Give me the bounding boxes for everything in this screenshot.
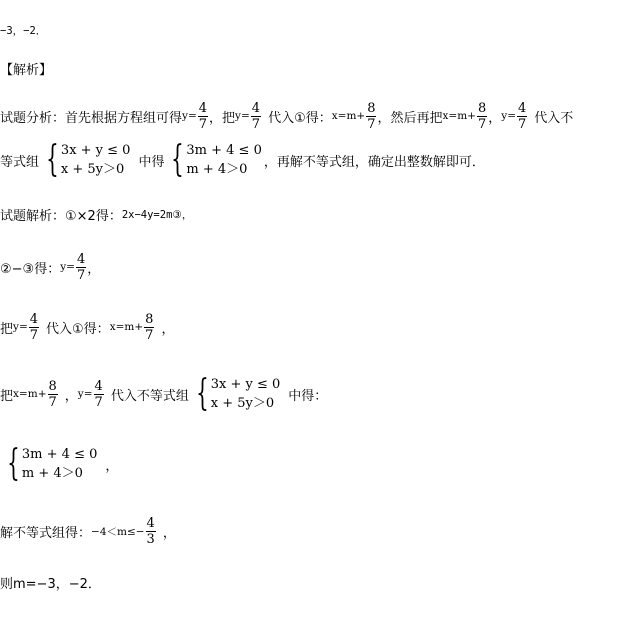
frac-den: 7 <box>518 116 527 132</box>
step4-sub: 代入不等式组 <box>110 388 189 404</box>
frac-num: 8 <box>367 100 376 116</box>
analysis-y-eq3: y= <box>501 110 517 122</box>
step6-end: ， <box>162 525 176 541</box>
solution-step-1 <box>0 204 192 224</box>
solution-final <box>0 572 101 592</box>
fraction-8-7 <box>48 379 58 410</box>
fraction-4-7 <box>517 101 527 132</box>
frac-den: 7 <box>145 327 154 343</box>
step2-label: ②−③得： <box>0 261 61 277</box>
step3-end: ， <box>161 321 175 337</box>
frac-num: 8 <box>477 100 487 116</box>
frac-den: 7 <box>76 267 86 283</box>
step4-x: x=m+ <box>13 388 47 400</box>
analysis-lead: 试题分析：首先根据方程组可得 <box>0 110 183 126</box>
step1-eq: 2x−4y=2m③， <box>121 208 193 221</box>
inequality-system-m <box>166 141 261 179</box>
system-row: 3x + y ≤ 0 <box>210 377 281 392</box>
analysis-line2-lead: 等式组 <box>0 154 40 170</box>
frac-num: 8 <box>145 311 154 327</box>
system-row: 3m + 4 ≤ 0 <box>21 447 98 462</box>
system-row: x + 5y＞0 <box>210 396 275 411</box>
fraction-4-7 <box>29 312 39 343</box>
left-brace-icon: { <box>171 139 185 180</box>
frac-den: 7 <box>367 116 376 132</box>
inequality-system-xy <box>191 375 280 413</box>
analysis-sub-ineq: 代入不 <box>534 110 574 126</box>
frac-den: 7 <box>251 116 261 132</box>
fraction-4-7 <box>251 101 261 132</box>
step1-label: 试题解析：①×2得： <box>0 208 122 224</box>
frac-num: 4 <box>94 378 103 394</box>
step6-label: 解不等式组得： <box>0 525 92 541</box>
step4-y: y= <box>77 388 93 400</box>
fraction-4-7 <box>94 379 104 410</box>
frac-den: 7 <box>29 327 39 343</box>
step4-label: 把 <box>0 388 14 404</box>
analysis-tail: ，再解不等式组，确定出整数解即可． <box>263 154 485 170</box>
step3-label: 把 <box>0 321 14 337</box>
left-brace-icon: { <box>7 443 20 484</box>
frac-num: 4 <box>198 100 208 116</box>
system-row: m + 4＞0 <box>21 466 83 481</box>
solution-step-5 <box>0 442 118 486</box>
step4-end: 中得： <box>288 388 328 404</box>
analysis-x-eq: x=m+ <box>331 110 366 122</box>
step3-y: y= <box>13 321 28 333</box>
solution-step-2 <box>0 247 100 287</box>
step3-sub: 代入①得： <box>46 321 110 337</box>
inequality-system-m <box>2 445 97 483</box>
frac-den: 7 <box>94 394 103 410</box>
step4-comma: ， <box>64 388 78 404</box>
final-text: 则m=−3，−2． <box>0 576 101 592</box>
frac-num: 4 <box>518 100 527 116</box>
system-row: 3m + 4 ≤ 0 <box>186 143 262 158</box>
fraction-8-7 <box>144 312 154 343</box>
frac-num: 8 <box>48 378 57 394</box>
analysis-y-eq2: y= <box>235 110 250 122</box>
inequality-system-xy <box>41 141 130 179</box>
section-header-text: 【解析】 <box>0 63 53 78</box>
analysis-comma-y: ， <box>488 110 502 126</box>
analysis-x-eq2: x=m+ <box>442 110 476 122</box>
step2-y: y= <box>60 261 75 273</box>
analysis-middle: 中得 <box>138 154 165 170</box>
fraction-8-7 <box>477 101 487 132</box>
frac-num: 4 <box>251 100 261 116</box>
left-brace-icon: { <box>195 373 209 414</box>
frac-num: 4 <box>29 311 39 327</box>
analysis-line-1 <box>0 96 573 136</box>
solution-step-4 <box>0 372 327 416</box>
frac-den: 3 <box>146 531 155 547</box>
fraction-4-7 <box>198 101 208 132</box>
step2-end: ， <box>87 261 101 277</box>
analysis-comma1: ，把 <box>209 110 236 126</box>
analysis-then: ，然后再把 <box>377 110 443 126</box>
answer-line <box>0 20 46 39</box>
frac-den: 7 <box>198 116 208 132</box>
system-row: x + 5y＞0 <box>60 162 125 177</box>
frac-num: 4 <box>76 251 86 267</box>
system-row: 3x + y ≤ 0 <box>60 143 131 158</box>
analysis-sub-text: 代入①得： <box>268 110 332 126</box>
analysis-line-2 <box>0 138 485 182</box>
step6-ineq: −4＜m≤− <box>91 525 145 538</box>
solution-step-3 <box>0 307 174 347</box>
fraction-8-7 <box>366 101 376 132</box>
frac-num: 4 <box>146 515 155 531</box>
left-brace-icon: { <box>46 139 59 180</box>
step5-end: ， <box>105 458 119 474</box>
section-header <box>0 58 52 78</box>
fraction-4-3 <box>146 516 156 547</box>
answer-text: −3，−2． <box>0 25 47 37</box>
system-row: m + 4＞0 <box>186 162 248 177</box>
frac-den: 7 <box>48 394 57 410</box>
fraction-4-7 <box>76 252 86 283</box>
analysis-y-eq: y= <box>182 110 197 122</box>
step3-x: x=m+ <box>109 321 144 333</box>
solution-step-6 <box>0 510 176 552</box>
frac-den: 7 <box>477 116 487 132</box>
